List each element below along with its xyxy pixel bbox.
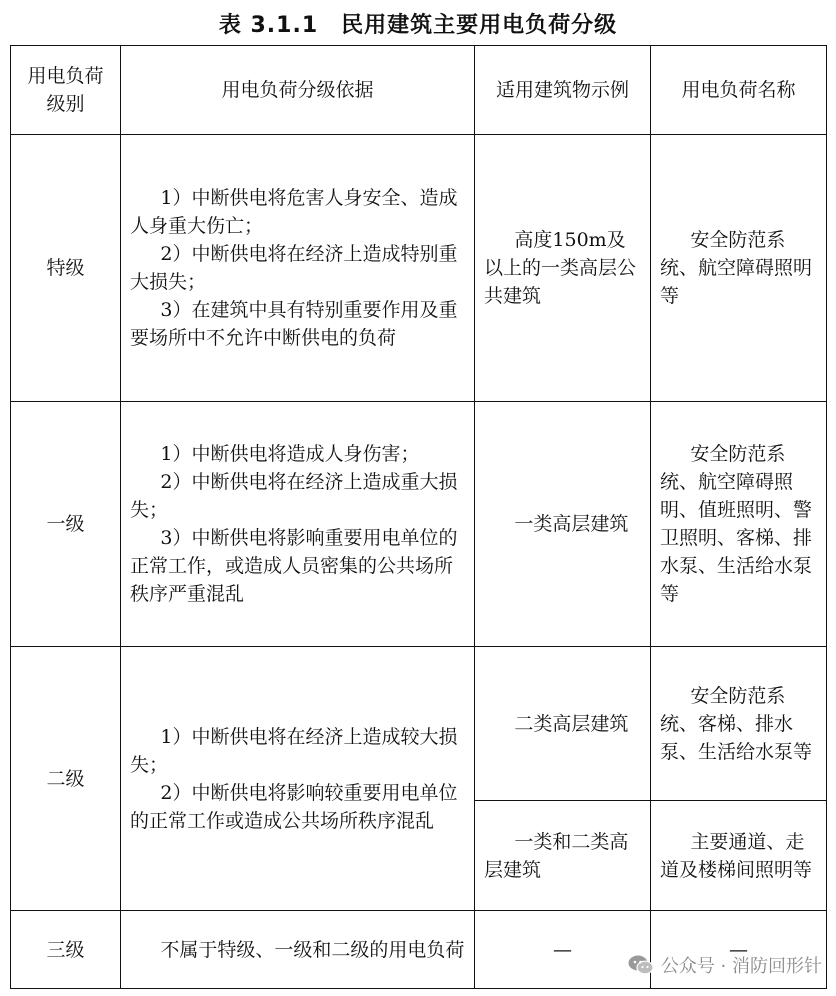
header-basis: 用电负荷分级依据 [121,46,475,135]
load-name-cell: 安全防范系统、客梯、排水泵、生活给水泵等 [651,647,827,801]
table-title: 表 3.1.1 民用建筑主要用电负荷分级 [218,13,618,38]
example-cell: 一类高层建筑 [475,402,651,647]
table-row [11,402,827,647]
example-cell: 高度150m及以上的一类高层公共建筑 [475,135,651,402]
load-name-cell: 主要通道、走道及楼梯间照明等 [651,801,827,911]
table-row [11,135,827,402]
basis-cell [121,402,475,647]
level-cell: 一级 [11,402,121,647]
basis-item: 3）中断供电将影响重要用电单位的正常工作，或造成人员密集的公共场所秩序严重混乱 [130,527,458,605]
basis-item: 1）中断供电将危害人身安全、造成人身重大伤亡； [130,187,458,237]
basis-cell: 不属于特级、一级和二级的用电负荷 [121,911,475,989]
header-level: 用电负荷级别 [11,46,121,135]
header-row [11,46,827,135]
watermark-text: 公众号 · 消防回形针 [660,956,822,977]
load-name-cell: — [651,911,827,989]
header-example: 适用建筑物示例 [475,46,651,135]
table-row [11,647,827,801]
wechat-icon [627,954,655,976]
load-name-cell: 安全防范系统、航空障碍照明等 [651,135,827,402]
example-cell: 二类高层建筑 [475,647,651,801]
example-cell: 一类和二类高层建筑 [475,801,651,911]
example-cell: — [475,911,651,989]
level-cell: 二级 [11,647,121,911]
load-classification-table [10,45,827,989]
basis-item: 2）中断供电将在经济上造成重大损失； [130,471,458,521]
basis-item: 1）中断供电将在经济上造成较大损失； [130,725,458,776]
wechat-watermark [627,952,822,978]
basis-cell [121,647,475,911]
level-cell: 特级 [11,135,121,402]
basis-item: 2）中断供电将影响较重要用电单位的正常工作或造成公共场所秩序混乱 [130,781,458,832]
load-name-cell: 安全防范系统、航空障碍照明、值班照明、警卫照明、客梯、排水泵、生活给水泵等 [651,402,827,647]
level-cell: 三级 [11,911,121,989]
basis-item: 2）中断供电将在经济上造成特别重大损失； [130,243,458,293]
basis-item: 3）在建筑中具有特别重要作用及重要场所中不允许中断供电的负荷 [130,299,458,349]
basis-cell [121,135,475,402]
basis-item: 1）中断供电将造成人身伤害； [160,443,420,465]
header-name: 用电负荷名称 [651,46,827,135]
